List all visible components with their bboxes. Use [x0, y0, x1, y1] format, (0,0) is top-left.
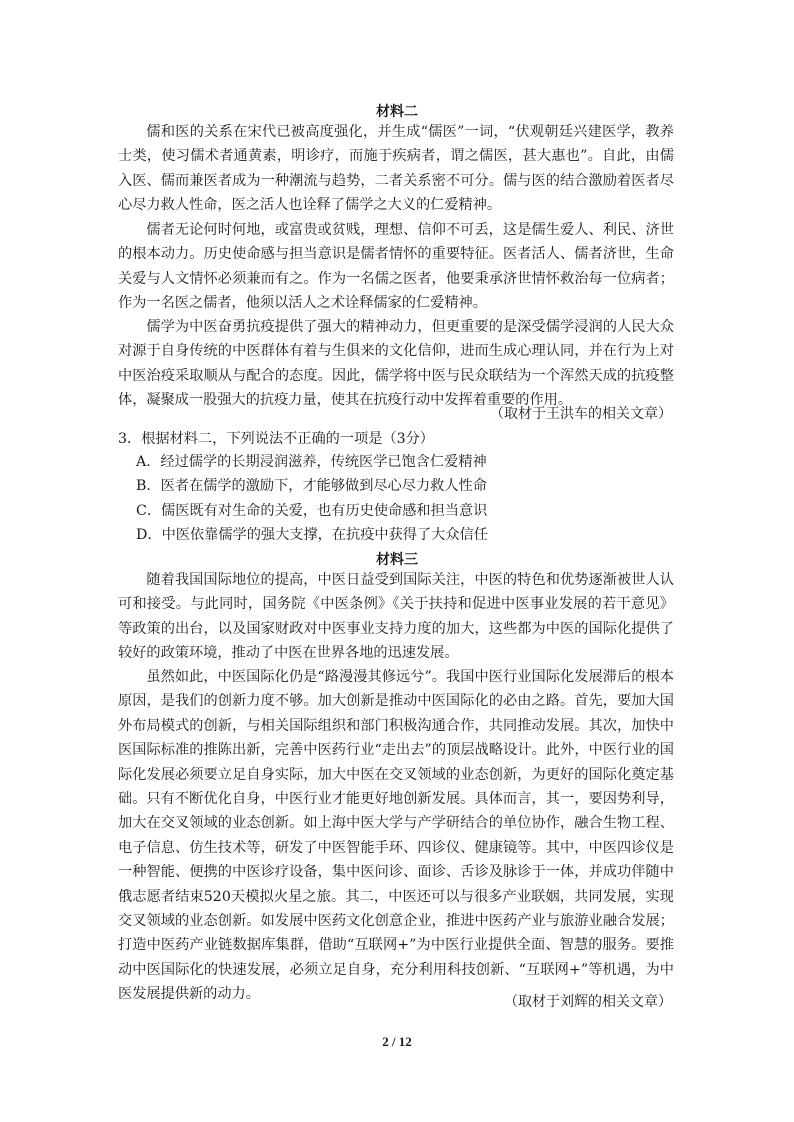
material-2-source: （取材于王洪车的相关文章） [490, 406, 672, 422]
material-2-paragraph-2: 儒者无论何时何地，或富贵或贫贱，理想、信仰不可丢，这是儒生爱人、利民、济世的根本动力。历史使命感与担当意识是儒者情怀的重要特征。医者活人、儒者济世，生命关爱与人文情怀必须兼而有之。作为一名儒之医者，他要秉承济世情怀救治每一位病者；作为一名医之儒者，他须以活人之术诠释儒家的仁爱精神。 [118, 222, 674, 312]
material-3-source: （取材于刘辉的相关文章） [504, 994, 672, 1010]
question-3-stem: 3．根据材料二，下列说法不正确的一项是（3分） [118, 431, 434, 447]
material-3-paragraph-1: 随着我国国际地位的提高，中医日益受到国际关注，中医的特色和优势逐渐被世人认可和接受。与此同时，国务院《中医条例》《关于扶持和促进中医事业发展的若干意见》等政策的出台，以及国家财政对中医事业支持力度的加大，这些都为中医的国际化提供了较好的政策环境，推动了中医在世界各地的迅速发展。 [118, 572, 674, 662]
question-3-options [136, 450, 676, 548]
question-3-option-c: C．儒医既有对生命的关爱，也有历史使命感和担当意识 [136, 502, 488, 519]
material-2-paragraph-1: 儒和医的关系在宋代已被高度强化，并生成“儒医”一词，“伏观朝廷兴建医学，教养士类，使习儒术者通黄素，明诊疗，而施于疾病者，谓之儒医，甚大惠也”。自此，由儒入医、儒而兼医者成为一种潮流与趋势，二者关系密不可分。儒与医的结合激励着医者尽心尽力救人性命，医之活人也诠释了儒学之大义的仁爱精神。 [118, 124, 674, 214]
question-3-option-a: A．经过儒学的长期浸润滋养，传统医学已饱含仁爱精神 [136, 454, 487, 470]
material-2-heading: 材料二 [376, 104, 418, 120]
material-3-heading: 材料三 [376, 552, 418, 568]
question-3-option-d: D．中医依靠儒学的强大支撑，在抗疫中获得了大众信任 [136, 527, 488, 544]
question-3-option-b: B．医者在儒学的激励下，才能够做到尽心尽力救人性命 [136, 478, 487, 495]
page-number: 2 / 12 [382, 1034, 412, 1049]
material-3-paragraph-2: 虽然如此，中医国际化仍是“路漫漫其修远兮”。我国中医行业国际化发展滞后的根本原因，是我们的创新力度不够。加大创新是推动中医国际化的必由之路。首先，要加大国外布局模式的创新，与相关国际组织和部门积极沟通合作，共同推动发展。其次，加快中医国际标准的推陈出新，完善中医药行业“走出去”的顶层战略设计。此外，中医行业的国际化发展必须要立足自身实际，加大中医在交叉领域的业态创新，为更好的国际化奠定基础。 [118, 669, 674, 808]
material-3-paragraph-3: 只有不断优化自身，中医行业才能更好地创新发展。具体而言，其一，要因势利导，加大在交叉领域的业态创新。如上海中医大学与产学研结合的单位协作，融合生物工程、电子信息、仿生技术等，研发了中医智能手环、四诊仪、健康镜等。其中，中医四诊仪是一种智能、便携的中医诊疗设备，集中医问诊、面诊、舌诊及脉诊于一体，并成功伴随中俄志愿者结束520天模拟火星之旅。其二，中医还可以与很多产业联姻，共同发展，实现交叉领域的业态创新。如发展中医药文化创意企业，推进中医药产业与旅游业融合发展；打造中医药产业链数据库集群，借助“互联网+”为中医行业提供全面、智慧的服务。要推动中医国际化的快速发展，必须立足自身，充分利用科技创新、“互联网+”等机遇，为中医发展提供新的动力。 [118, 791, 674, 1003]
material-2-paragraph-3: 儒学为中医奋勇抗疫提供了强大的精神动力，但更重要的是深受儒学浸润的人民大众对源于自身传统的中医群体有着与生俱来的文化信仰，进而生成心理认同，并在行为上对中医治疫采取顺从与配合的态度。因此，儒学将中医与民众联结为一个浑然天成的抗疫整体，凝聚成一股强大的抗疫力量，使其在抗疫行动中发挥着重要的作用。 [118, 319, 674, 409]
